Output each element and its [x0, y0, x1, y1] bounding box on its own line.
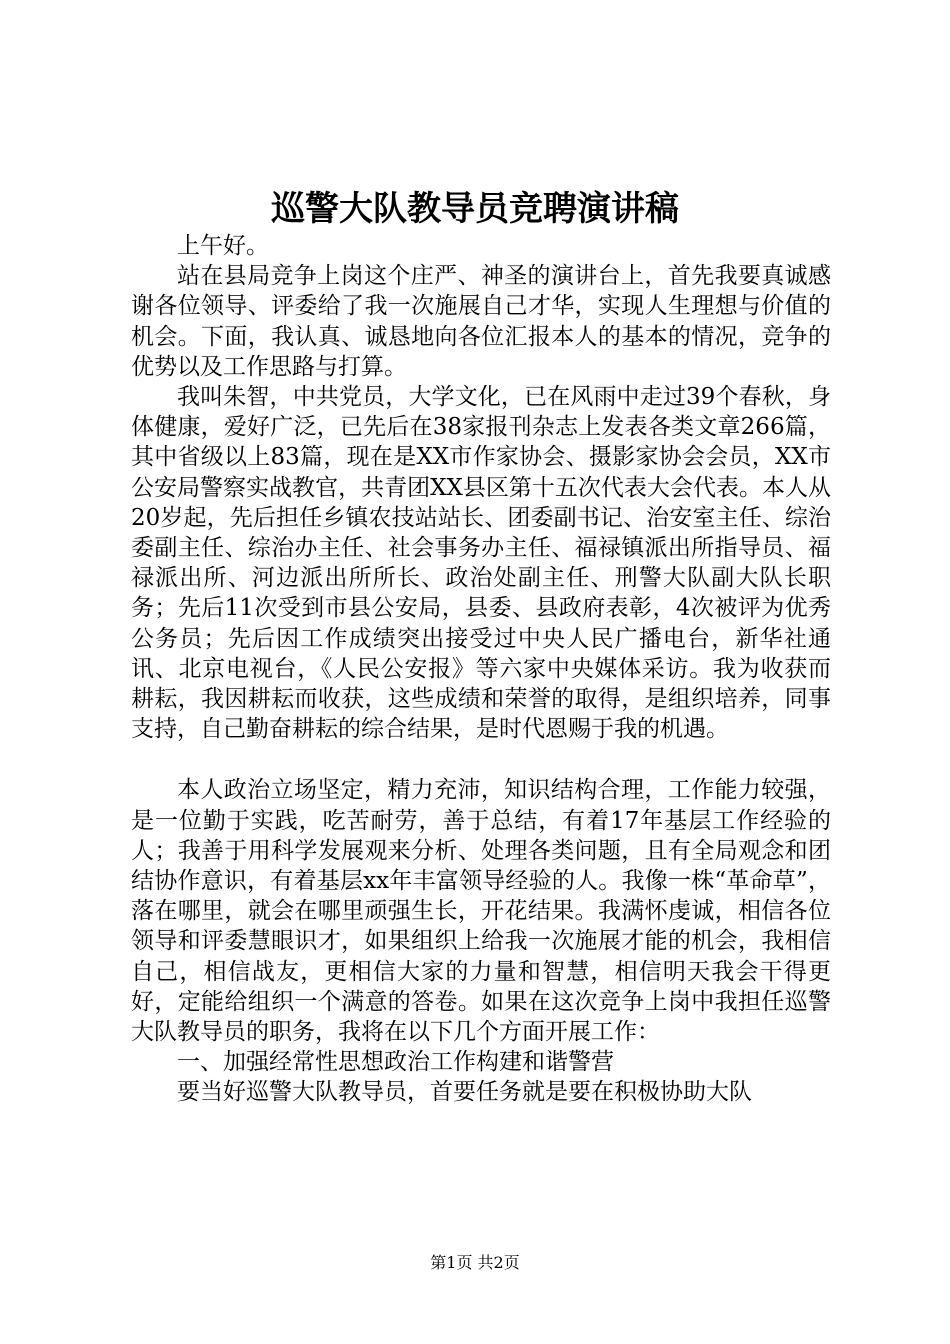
paragraph-qualities: 本人政治立场坚定，精力充沛，知识结构合理，工作能力较强，是一位勤于实践，吃苦耐劳，善于总结，有着17年基层工作经验的人；我善于用科学发展观来分析、处理各类问题，且有全局观念和团结协作意识，有着基层xx年丰富领导经验的人。我像一株“革命草”，落在哪里，就会在哪里顽强生长，开花结果。我满怀虔诚，相信各位领导和评委慧眼识才，如果组织上给我一次施展才能的机会，我相信自己，相信战友，更相信大家的力量和智慧，相信明天我会干得更好，定能给组织一个满意的答卷。如果在这次竞争上岗中我担任巡警大队教导员的职务，我将在以下几个方面开展工作： — [131, 777, 831, 1046]
paragraph-background: 我叫朱智，中共党员，大学文化，已在风雨中走过39个春秋，身体健康，爱好广泛，已先后在38家报刊杂志上发表各类文章266篇，其中省级以上83篇，现在是XX市作家协会、摄影家协会会员，XX市公安局警察实战教官，共青团XX县区第十五次代表大会代表。本人从20岁起，先后担任乡镇农技站站长、团委副书记、治安室主任、综治委副主任、综治办主任、社会事务办主任、福禄镇派出所指导员、福禄派出所、河边派出所所长、政治处副主任、刑警大队副大队长职务；先后11次受到市县公安局，县委、县政府表彰，4次被评为优秀公务员；先后因工作成绩突出接受过中央人民广播电台，新华社通讯、北京电视台，《人民公安报》等六家中央媒体采访。我为收获而耕耘，我因耕耘而收获，这些成绩和荣誉的取得，是组织培养，同事支持，自己勤奋耕耘的综合结果，是时代恩赐于我的机遇。 — [131, 384, 831, 743]
paragraph-greeting: 上午好。 — [177, 233, 269, 259]
page-title: 巡警大队教导员竞聘演讲稿 — [271, 189, 679, 229]
paragraph-gap — [131, 744, 831, 775]
document-body — [131, 231, 831, 1108]
section-heading-1: 一、加强经常性思想政治工作构建和谐警营 — [177, 1049, 614, 1076]
paragraph-intro: 站在县局竞争上岗这个庄严、神圣的演讲台上，首先我要真诚感谢各位领导、评委给了我一次施展自己才华，实现人生理想与价值的机会。下面，我认真、诚恳地向各位汇报本人的基本的情况，竞争的优势以及工作思路与打算。 — [131, 263, 831, 380]
page-footer: 第1页 共2页 — [430, 1253, 520, 1272]
paragraph-section-1: 要当好巡警大队教导员，首要任务就是要在积极协助大队 — [177, 1079, 752, 1106]
